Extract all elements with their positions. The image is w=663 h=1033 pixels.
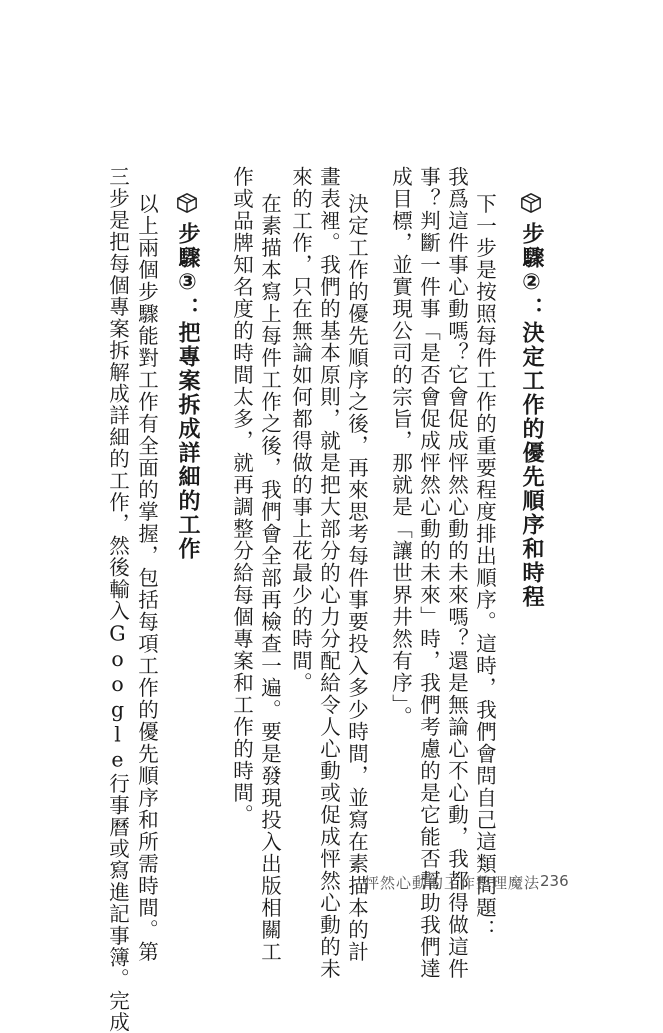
page-number: 236 (540, 872, 569, 890)
paragraph-line: 作或品牌知名度的時間太多，就再調整分給每個專案和工作的時間。 (229, 166, 254, 826)
paragraph-line: 在素描本寫上每件工作之後，我們會全部再檢查一遍。要是發現投入出版相關工 (257, 193, 282, 963)
paragraph-line: 我爲這件事心動嗎？它會促成怦然心動的未來嗎？還是無論心不心動，我都得做這件 (444, 166, 469, 980)
section-heading-step3: 步驟③：把專案拆成詳細的工作 (175, 222, 200, 561)
paragraph-line: 三步是把每個專案拆解成詳細的工作，然後輸入Google行事曆或寫進記事簿。完成 (105, 166, 130, 1033)
running-footer-book-title: 怦然心動的工作整理魔法 (364, 874, 541, 892)
box-icon (176, 192, 198, 214)
paragraph-line: 成目標，並實現公司的宗旨，那就是「讓世界井然有序」。 (388, 166, 413, 728)
box-icon (520, 192, 542, 214)
section-heading-step2: 步驟②：決定工作的優先順序和時程 (519, 222, 544, 609)
paragraph-line: 來的工作，只在無論如何都得做的事上花最少的時間。 (288, 166, 313, 694)
paragraph-line: 畫表裡。我們的基本原則，就是把大部分的心力分配給令人心動或促成怦然心動的未 (316, 166, 341, 980)
paragraph-line: 事？判斷一件事「是否會促成怦然心動的未來」時，我們考慮的是它能否幫助我們達 (416, 166, 441, 980)
paragraph-line: 下一步是按照每件工作的重要程度排出順序。這時，我們會問自己這類問題： (472, 193, 497, 941)
paragraph-line: 以上兩個步驟能對工作有全面的掌握，包括每項工作的優先順序和所需時間。第 (134, 193, 159, 963)
paragraph-line: 決定工作的優先順序之後，再來思考每件事要投入多少時間，並寫在素描本的計 (344, 193, 369, 963)
